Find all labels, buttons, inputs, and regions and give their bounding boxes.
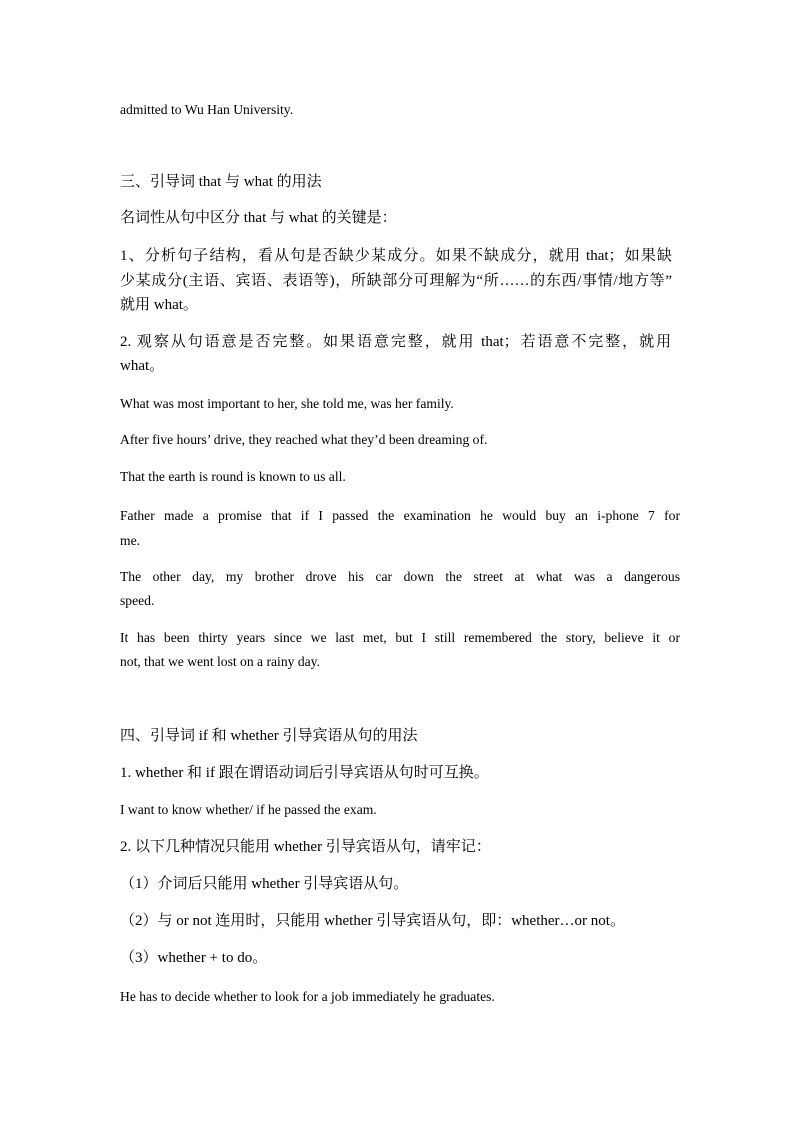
example-other-day-line-one: The other day, my brother drove his car down the street at what was a dangerous [120, 569, 680, 584]
section-three-heading: 三、引导词 that 与 what 的用法 [120, 174, 322, 190]
section-four-point-two: 2. 以下几种情况只能用 whether 引导宾语从句，请牢记： [120, 839, 491, 855]
example-thirty-years-line-one: It has been thirty years since we last met, but I still remembered the story, believe it or [120, 630, 680, 645]
point-one-line-two: 少某成分(主语、宾语、表语等)，所缺部分可理解为“所……的东西/事情/地方等” [120, 273, 672, 289]
whether-case-three: （3）whether + to do。 [120, 950, 268, 966]
example-other-day-line-two: speed. [120, 593, 155, 608]
point-two-line-one: 2. 观察从句语意是否完整。如果语意完整，就用 that；若语意不完整，就用 [120, 334, 671, 350]
point-two-line-two: what。 [120, 358, 165, 374]
example-earth-round: That the earth is round is known to us all. [120, 469, 346, 484]
example-thirty-years-line-two: not, that we went lost on a rainy day. [120, 654, 320, 669]
whether-case-two: （2）与 or not 连用时，只能用 whether 引导宾语从句，即：whether…or not。 [120, 913, 625, 929]
point-one-line-one: 1、分析句子结构，看从句是否缺少某成分。如果不缺成分，就用 that；如果缺 [120, 248, 672, 264]
point-one-line-three: 就用 what。 [120, 297, 198, 313]
section-four-heading: 四、引导词 if 和 whether 引导宾语从句的用法 [120, 728, 418, 744]
example-father-promise-line-one: Father made a promise that if I passed the examination he would buy an i-phone 7 for [120, 508, 680, 523]
example-father-promise-line-two: me. [120, 533, 141, 548]
section-three-intro: 名词性从句中区分 that 与 what 的关键是： [120, 210, 397, 226]
whether-case-one: （1）介词后只能用 whether 引导宾语从句。 [120, 876, 409, 892]
intro-line: admitted to Wu Han University. [120, 102, 294, 117]
example-what-important: What was most important to her, she told me, was her family. [120, 396, 454, 411]
final-example: He has to decide whether to look for a job immediately he graduates. [120, 989, 495, 1004]
example-five-hours: After five hours’ drive, they reached what they’d been dreaming of. [120, 432, 488, 447]
section-four-point-one: 1. whether 和 if 跟在谓语动词后引导宾语从句时可互换。 [120, 765, 489, 781]
section-four-point-one-example: I want to know whether/ if he passed the exam. [120, 802, 377, 817]
